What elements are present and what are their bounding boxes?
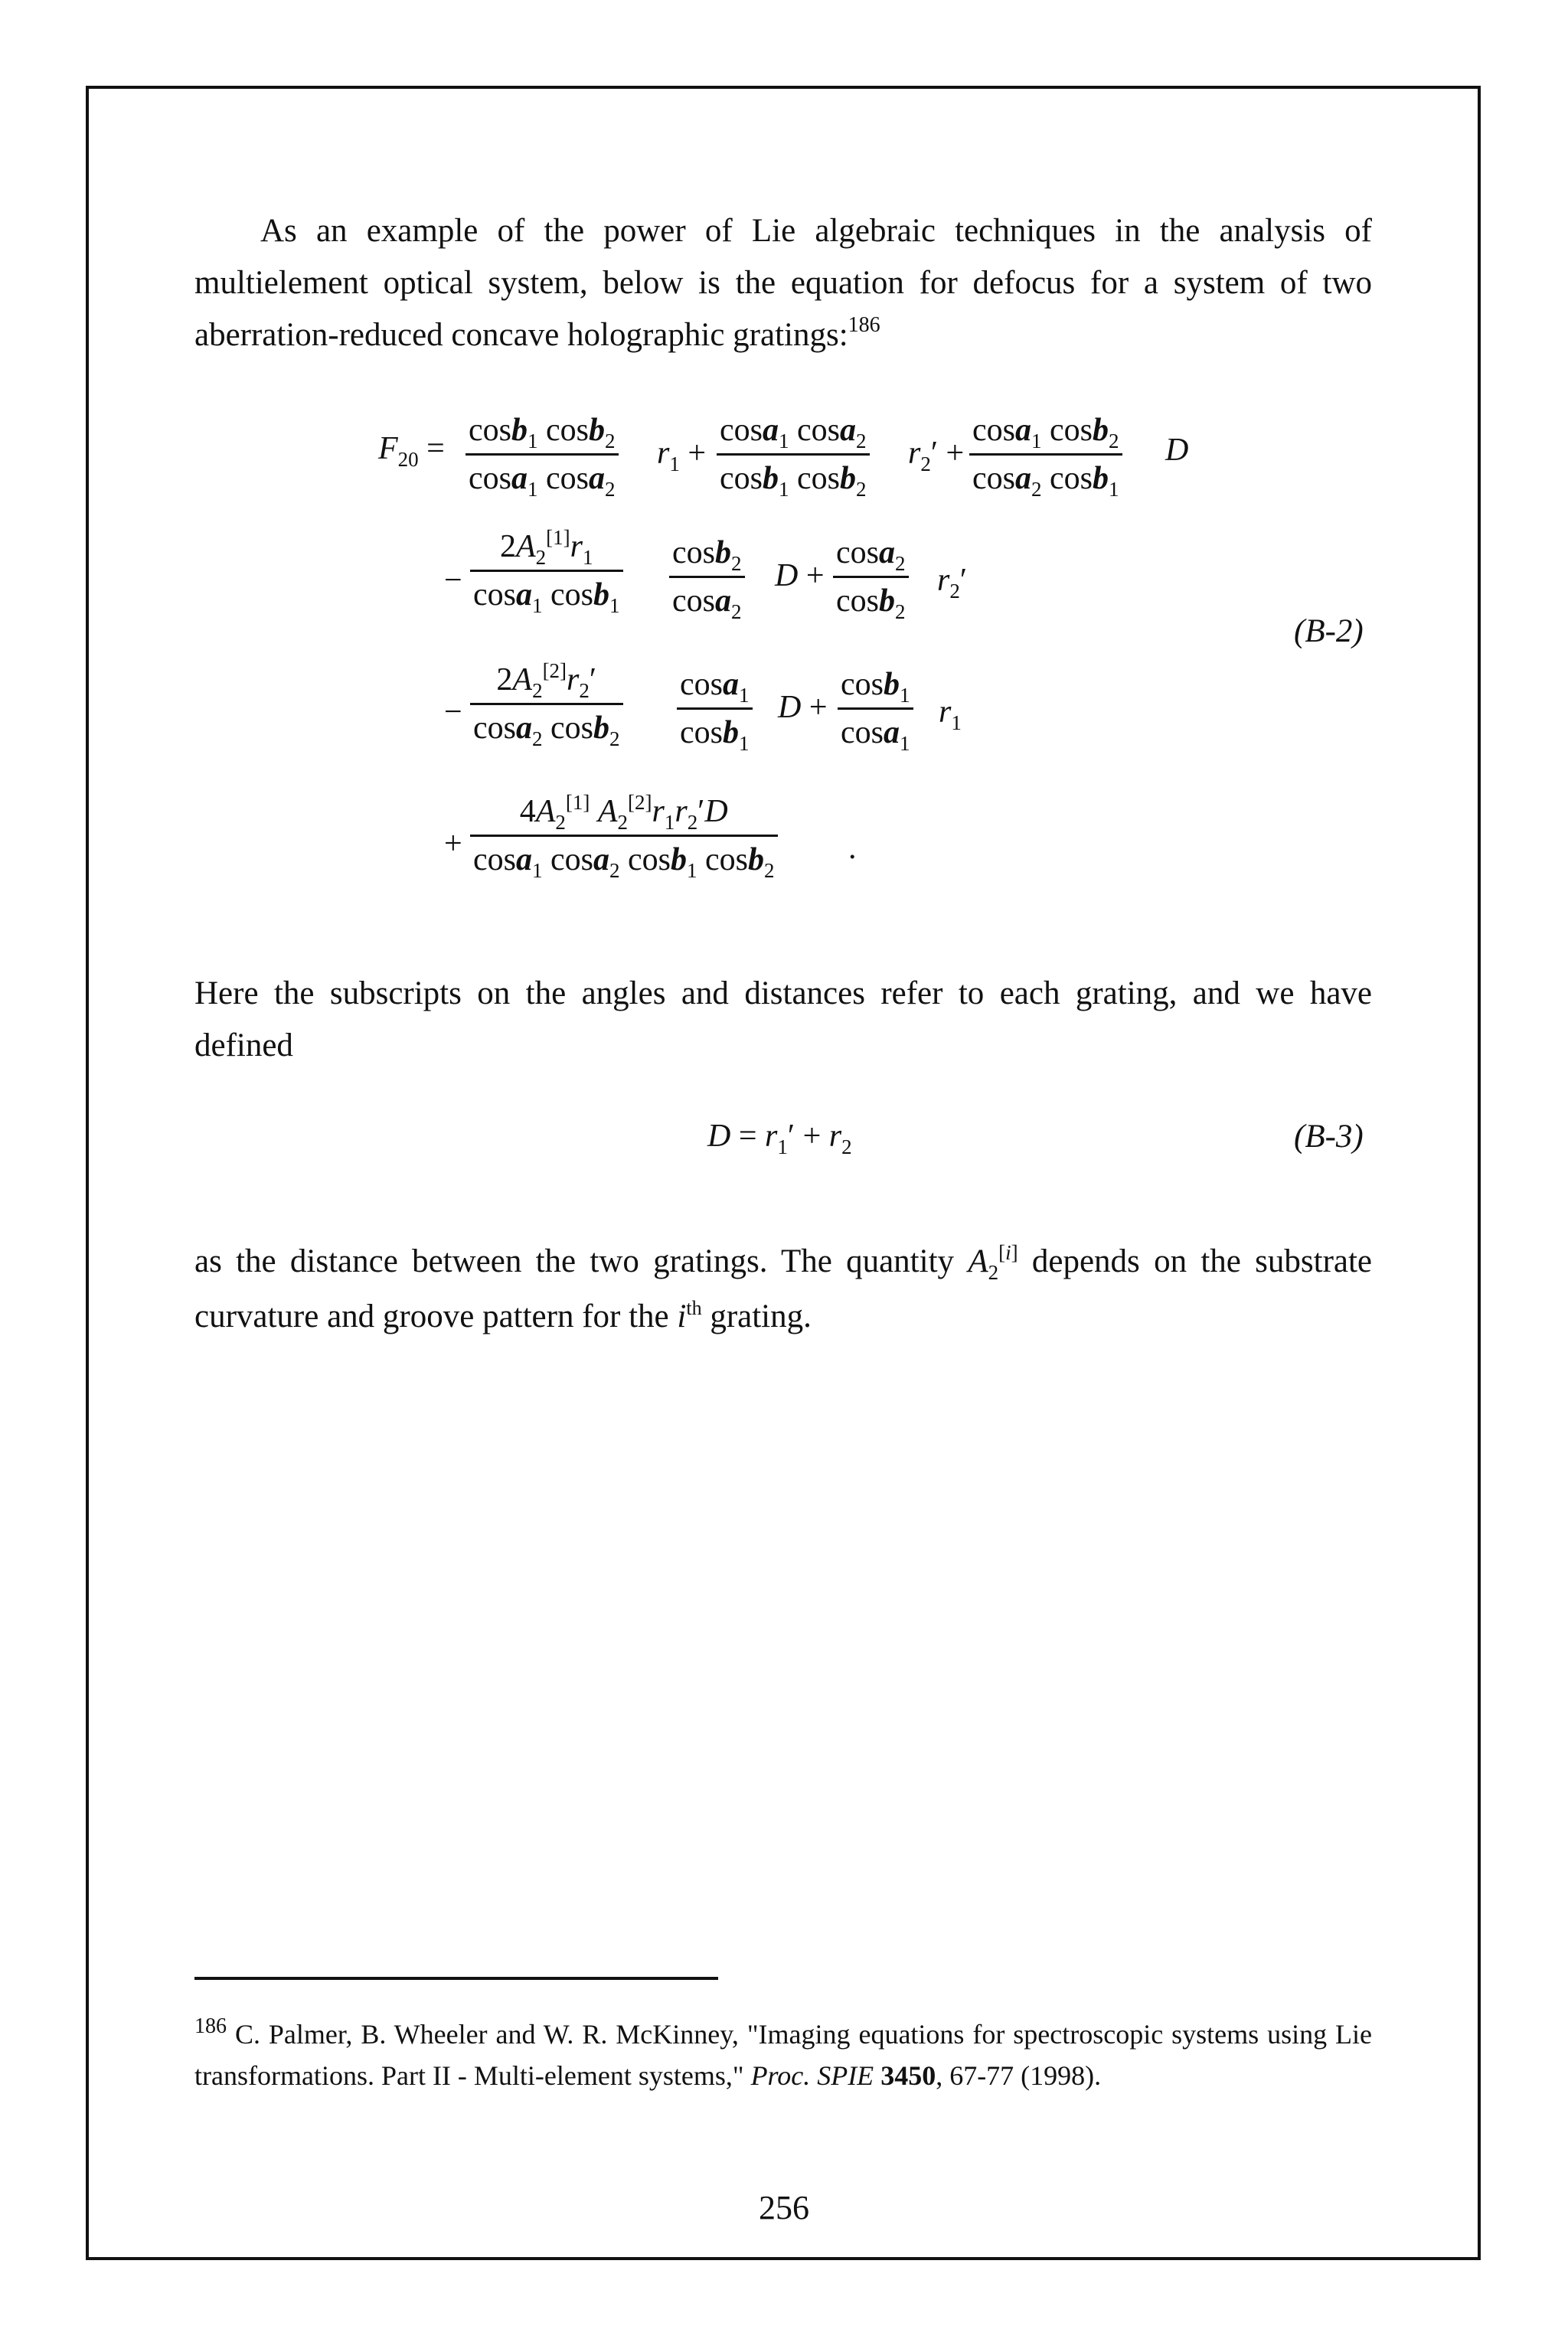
page-number: 256: [759, 2189, 809, 2226]
footnote-volume: 3450: [880, 2060, 936, 2091]
footnote-journal: Proc. SPIE: [750, 2060, 874, 2091]
distance-paragraph: as the distance between the two gratings. The quantity $A_2[i]$ depends on the substrate curvature and groove pattern for the $i^{th}$ grating.: [194, 1241, 1373, 1334]
equation-b3-label: (B-3): [1294, 1119, 1364, 1155]
equation-b2: $F_{20}$ = $\frac{\cos b_1 \cos b_2}{\cos a_1 \cos a_2}$ $r_1$ + $\frac{\cos a_1 \cos a_2}{\cos b_1 \cos b_2}$ $r_2'$ + $\frac{\cos a_1 \cos b_2}{\cos a_2 \cos b_1}$ D − $\frac{2A_2^{[1]}r_1}{\cos a_1 \cos b_1}$ $\frac{\cos b_2}{\cos a_2}$ D + $\frac{\cos a_2}{\cos b_2}$ $r_2'$ − $\frac{2A_2^{[2]}r_2'}{\cos a_2 \cos b_2}$ $\frac{\cos a_1}{\cos b_1}$ D + $\frac{\cos b_1}{\cos a_1}$ $r_1$ + $\frac{4A_2^{[1]} A_2^{[2]}r_1r_2'D}{\cos a_1 \cos a_2 \cos b_1 \cos b_2}$ .: [378, 413, 1189, 882]
equation-b2-label: (B-2): [1294, 613, 1364, 649]
distance-text-a: as the distance between the two gratings. The quantity: [194, 1243, 955, 1279]
equation-b3: $D = r_1' + r_2$: [707, 1119, 852, 1158]
footnote-marker[interactable]: 186: [848, 313, 880, 337]
footnote-number: 186: [194, 2014, 227, 2038]
footnote-rule: [194, 1977, 718, 1980]
footnote-pages: , 67-77 (1998).: [936, 2060, 1102, 2091]
ordinal-suffix: th: [686, 1297, 702, 1319]
intro-text: As an example of the power of Lie algebraic techniques in the analysis of multielement optical system, below is the equation for defocus for a system of two aberration-reduced concave holographic gratings:: [194, 213, 1372, 353]
distance-text-c: grating.: [710, 1298, 812, 1334]
footnote: [194, 2015, 1372, 2095]
distance-text-b: depends on the substrate curvature and groove pattern for the: [194, 1243, 1373, 1334]
footnote-text: C. Palmer, B. Wheeler and W. R. McKinney, "Imaging equations for spectroscopic systems using Lie transformations. Part II - Multi-element systems,": [194, 2019, 1373, 2091]
definition-paragraph: Here the subscripts on the angles and distances refer to each grating, and we have defined: [194, 975, 1372, 1063]
quantity-symbol: $A_2[i]$: [968, 1241, 1018, 1284]
